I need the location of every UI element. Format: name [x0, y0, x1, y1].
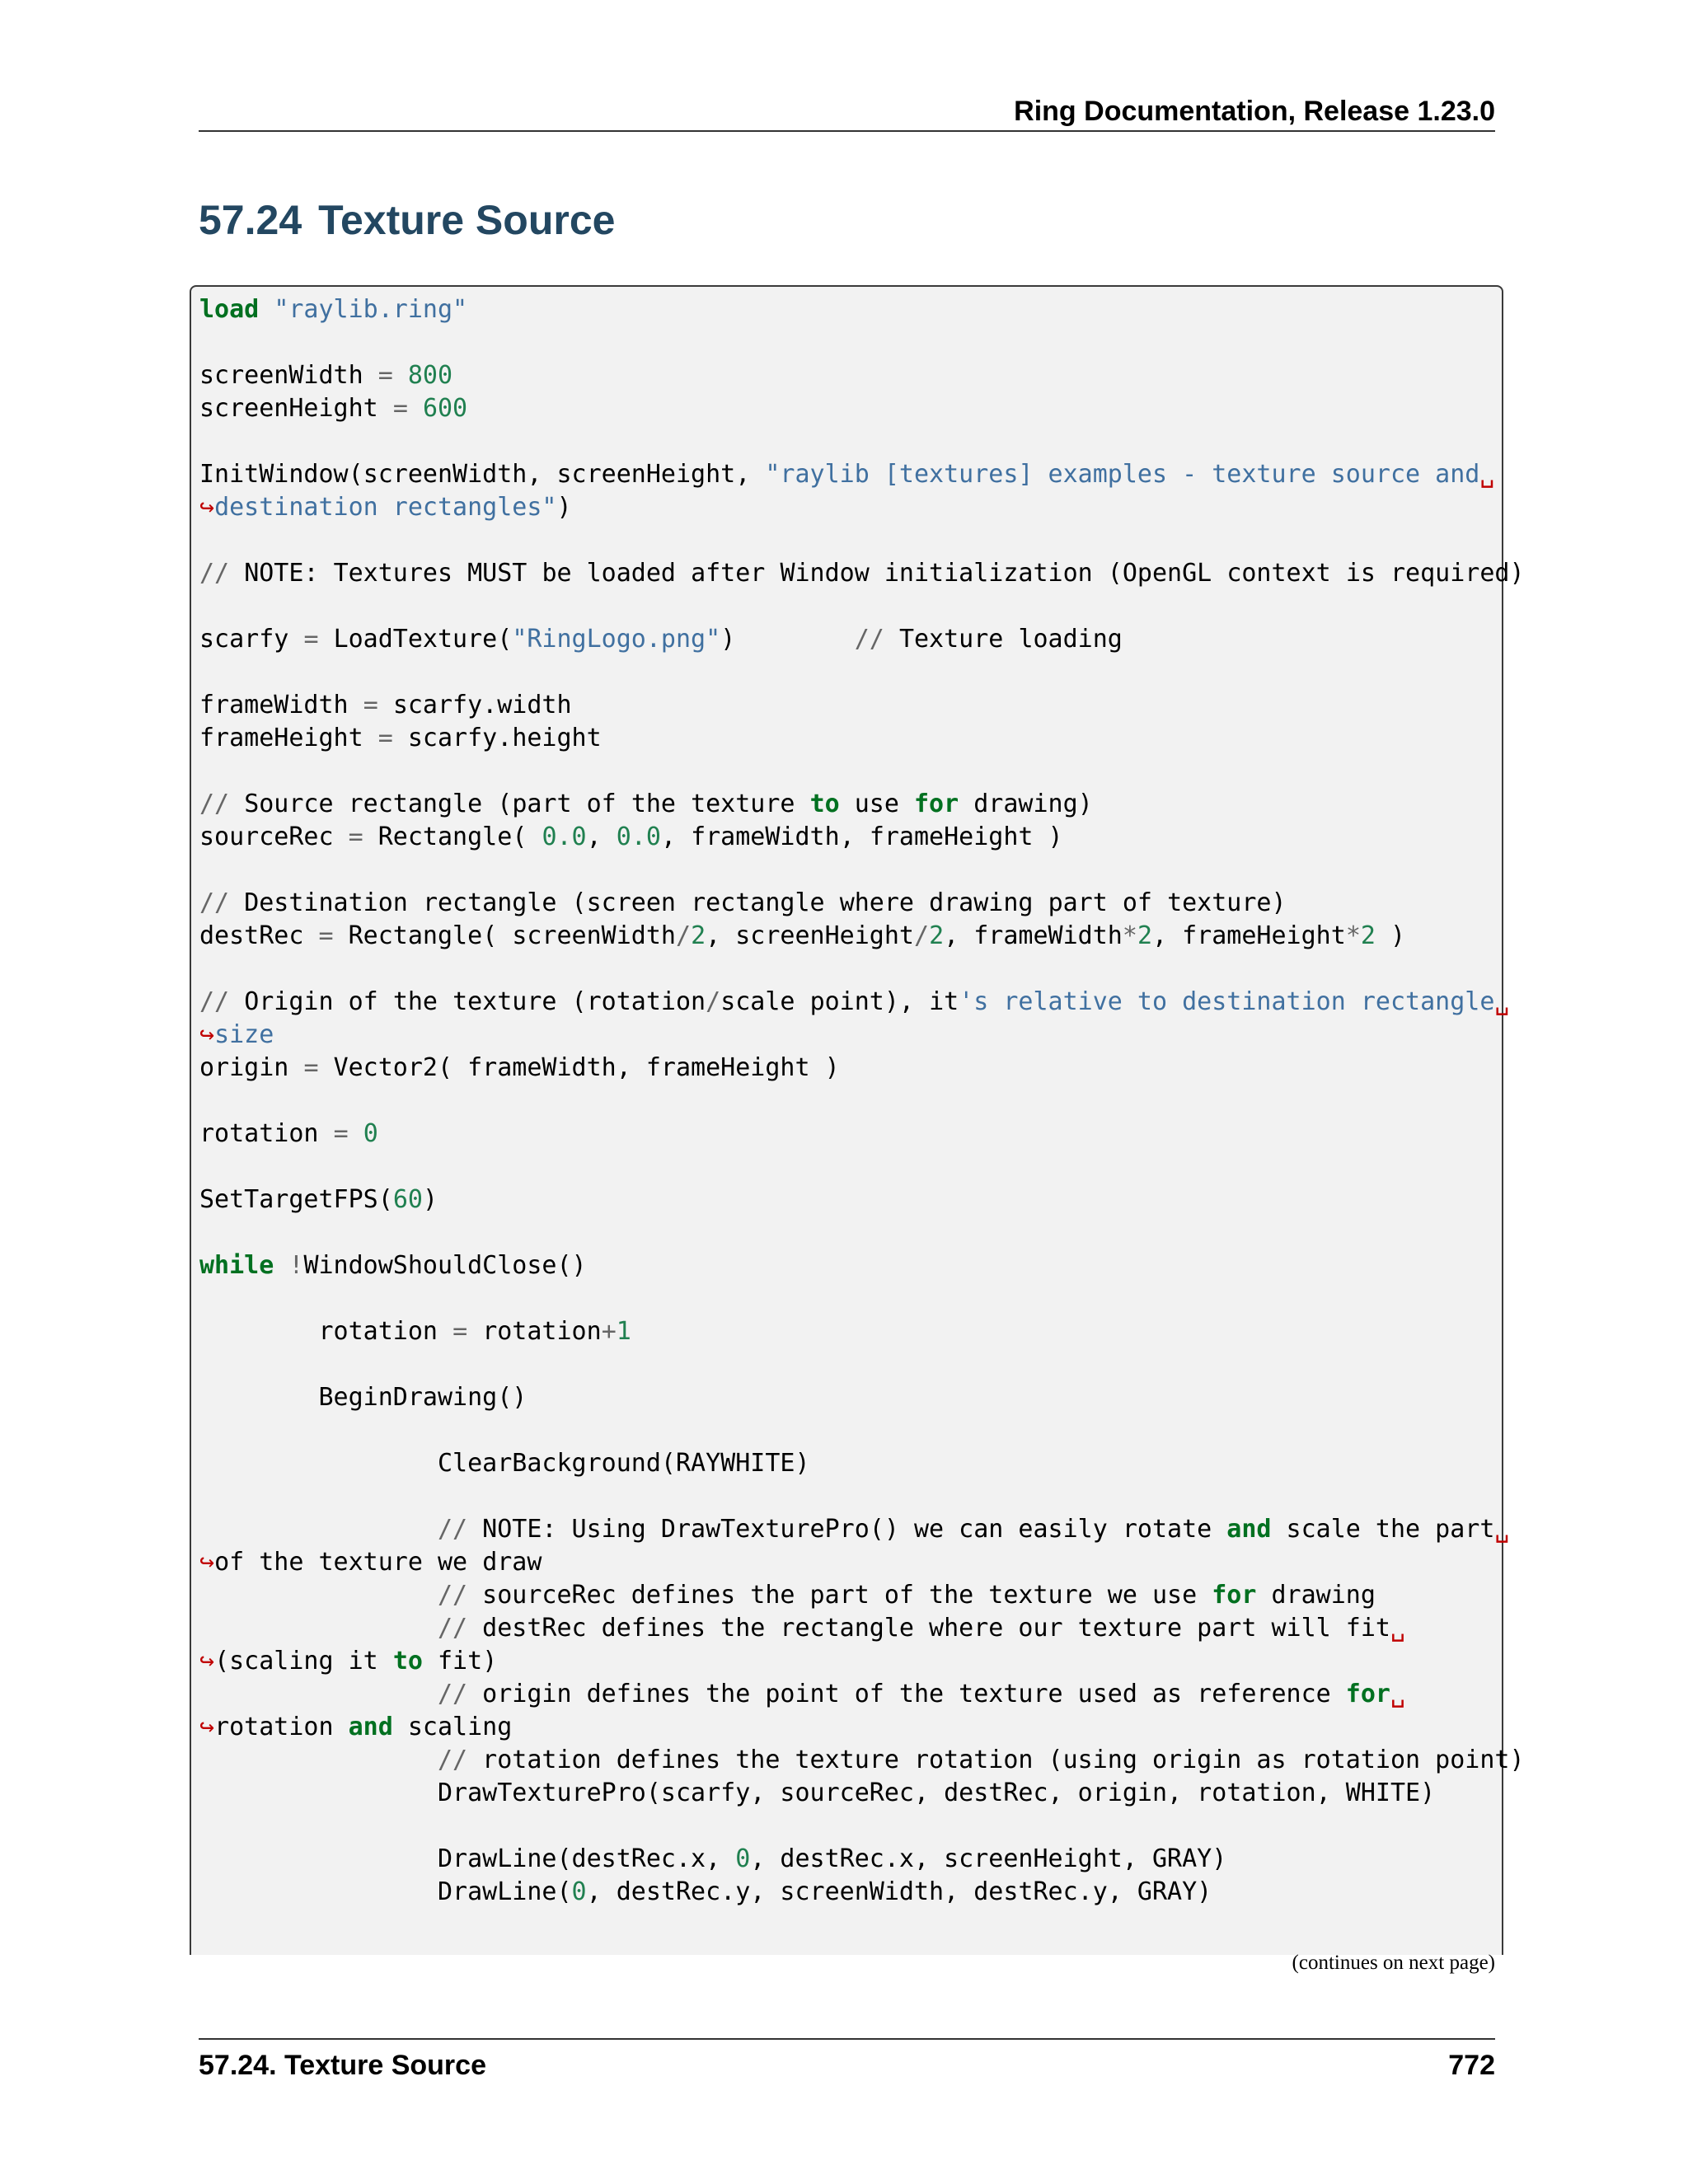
code-line: ↪rotation and scaling	[199, 1713, 513, 1741]
section-title-text: Texture Source	[318, 197, 616, 243]
code-line: ↪size	[199, 1020, 274, 1049]
code-line: frameHeight = scarfy.height	[199, 724, 602, 752]
code-line: scarfy = LoadTexture("RingLogo.png") // Texture loading	[199, 625, 1123, 654]
section-title	[199, 191, 615, 249]
code-line: origin = Vector2( frameWidth, frameHeight )	[199, 1053, 840, 1082]
footer-section-label: 57.24. Texture Source	[199, 2050, 486, 2081]
code-line: InitWindow(screenWidth, screenHeight, "raylib [textures] examples - texture source and␣	[199, 460, 1495, 489]
code-line: screenHeight = 600	[199, 394, 468, 423]
continuation-note: (continues on next page)	[1292, 1952, 1495, 1974]
code-line: // Source rectangle (part of the texture to use for drawing)	[199, 790, 1093, 818]
code-line: screenWidth = 800	[199, 361, 453, 390]
code-line: SetTargetFPS(60)	[199, 1185, 438, 1214]
code-line: DrawTexturePro(scarfy, sourceRec, destRec, origin, rotation, WHITE)	[437, 1779, 1436, 1807]
code-line: ↪(scaling it to fit)	[199, 1647, 498, 1675]
code-line: ↪of the texture we draw	[199, 1548, 542, 1577]
code-line: while !WindowShouldClose()	[199, 1251, 587, 1280]
code-listing	[199, 293, 1525, 1909]
code-line: ↪destination rectangles")	[199, 493, 572, 522]
code-line: // sourceRec defines the part of the texture we use for drawing	[437, 1581, 1376, 1610]
code-line: sourceRec = Rectangle( 0.0, 0.0, frameWidth, frameHeight )	[199, 823, 1063, 851]
code-line: ClearBackground(RAYWHITE)	[437, 1449, 810, 1478]
code-line: frameWidth = scarfy.width	[199, 691, 572, 719]
code-line: // destRec defines the rectangle where our texture part will fit␣	[437, 1614, 1406, 1643]
code-line: DrawLine(destRec.x, 0, destRec.x, screenHeight, GRAY)	[437, 1844, 1227, 1873]
code-line: // Origin of the texture (rotation/scale point), it's relative to destination rectangle␣	[199, 987, 1510, 1016]
running-title: Ring Documentation, Release 1.23.0	[1014, 96, 1495, 127]
code-line: // Destination rectangle (screen rectangle where drawing part of texture)	[199, 888, 1287, 917]
code-line: rotation = rotation+1	[318, 1317, 631, 1346]
section-number: 57.24	[199, 197, 302, 243]
page-footer	[199, 2038, 1495, 2089]
code-line: rotation = 0	[199, 1119, 378, 1148]
page-number: 772	[1448, 2050, 1495, 2081]
code-line: load "raylib.ring"	[199, 295, 468, 324]
code-line: // origin defines the point of the texture used as reference for␣	[437, 1680, 1406, 1708]
code-line: // NOTE: Textures MUST be loaded after Window initialization (OpenGL context is required)	[199, 559, 1525, 588]
code-line: // NOTE: Using DrawTexturePro() we can easily rotate and scale the part␣	[437, 1515, 1510, 1544]
code-line: DrawLine(0, destRec.y, screenWidth, destRec.y, GRAY)	[437, 1877, 1212, 1906]
code-block	[190, 285, 1525, 1955]
running-header	[199, 92, 1495, 132]
code-line: // rotation defines the texture rotation (using origin as rotation point)	[437, 1746, 1525, 1774]
code-line: BeginDrawing()	[318, 1383, 528, 1412]
code-line: destRec = Rectangle( screenWidth/2, screenHeight/2, frameWidth*2, frameHeight*2 )	[199, 921, 1406, 950]
